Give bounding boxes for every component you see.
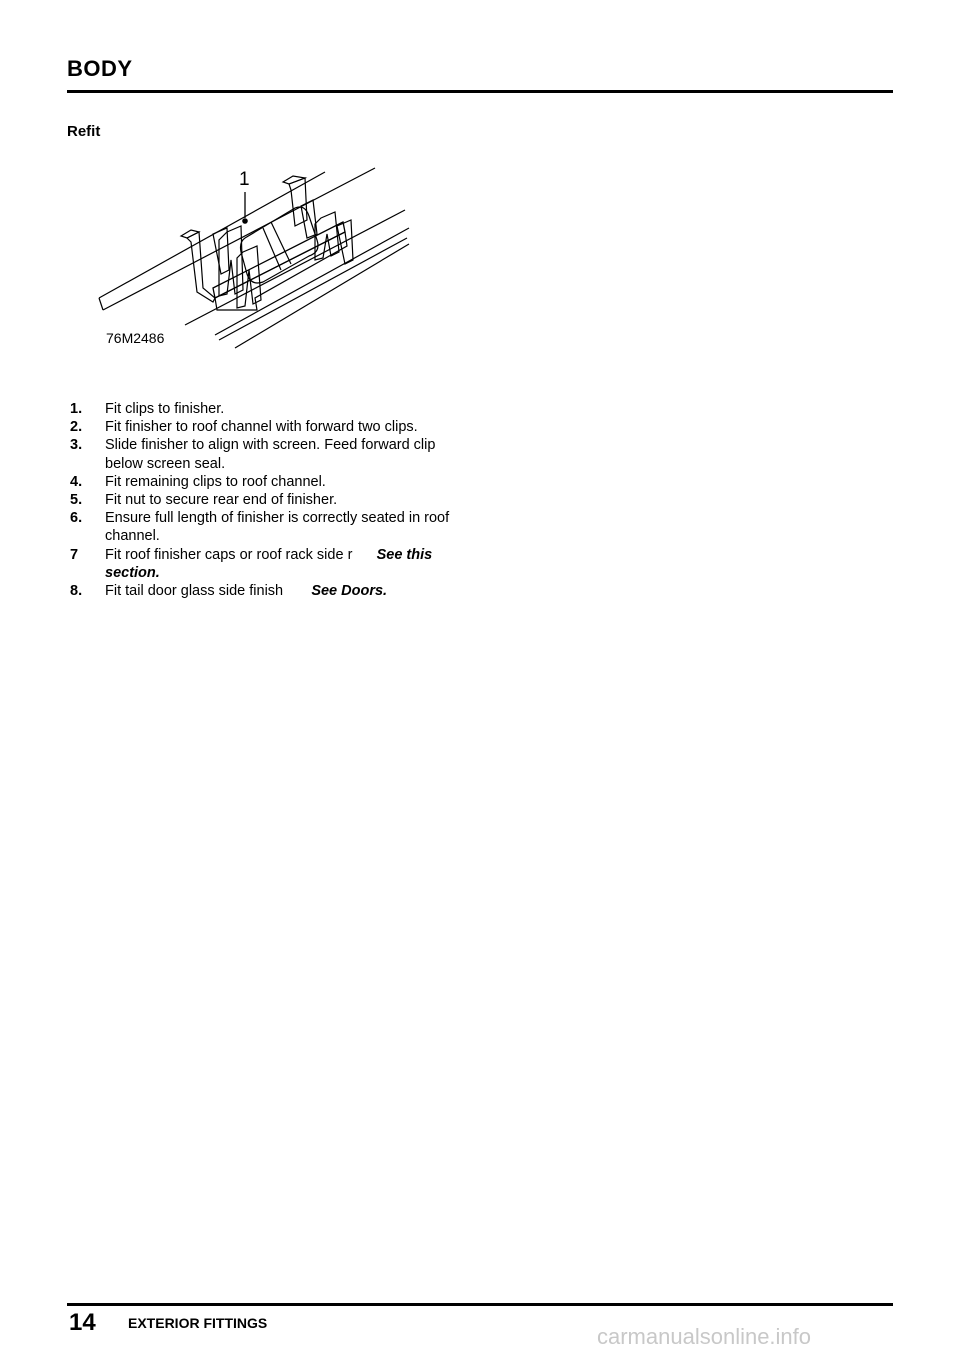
step-text: Fit tail door glass side finish (105, 583, 284, 600)
step-item (70, 400, 450, 418)
step-number: 5. (70, 492, 83, 509)
page-number: 14 (69, 1309, 96, 1336)
header-rule (67, 90, 893, 93)
step-item (70, 491, 450, 509)
footer-section-title: EXTERIOR FITTINGS (128, 1315, 268, 1331)
finisher-clip-drawing (95, 160, 415, 355)
step-number: 2. (70, 419, 83, 436)
step-text: Fit remaining clips to roof channel. (105, 473, 326, 490)
step-number: 8. (70, 583, 83, 600)
step-item (70, 546, 450, 582)
step-text: Fit finisher to roof channel with forward two clips. (105, 419, 418, 436)
cross-reference-link[interactable]: See this section. (105, 546, 433, 581)
step-item (70, 509, 450, 545)
cross-reference-link[interactable]: See Doors. (311, 583, 388, 600)
section-heading: Refit (67, 123, 101, 140)
step-item (70, 582, 450, 600)
clip-illustration (95, 160, 415, 355)
figure-code: 76M2486 (106, 330, 165, 346)
watermark: carmanualsonline.info (597, 1324, 812, 1349)
callout-number: 1 (239, 169, 250, 190)
step-text: Fit nut to secure rear end of finisher. (105, 492, 338, 509)
step-text-group (105, 546, 450, 582)
step-number: 1. (70, 401, 83, 417)
step-item (70, 418, 450, 436)
step-text: Fit clips to finisher. (105, 401, 225, 417)
step-item (70, 473, 450, 491)
refit-steps (70, 400, 450, 600)
step-item (70, 436, 450, 472)
page-header-title: BODY (67, 56, 133, 81)
step-text: Ensure full length of finisher is correctly seated in roof channel. (105, 510, 450, 545)
step-number: 4. (70, 473, 83, 490)
step-number: 7 (70, 546, 79, 563)
footer-rule (67, 1303, 893, 1306)
step-text: Slide finisher to align with screen. Feed forward clip below screen seal. (105, 437, 436, 472)
step-text: Fit roof finisher caps or roof rack side r (105, 546, 353, 563)
step-number: 6. (70, 510, 83, 527)
step-number: 3. (70, 437, 83, 454)
step-text-group (105, 582, 450, 600)
